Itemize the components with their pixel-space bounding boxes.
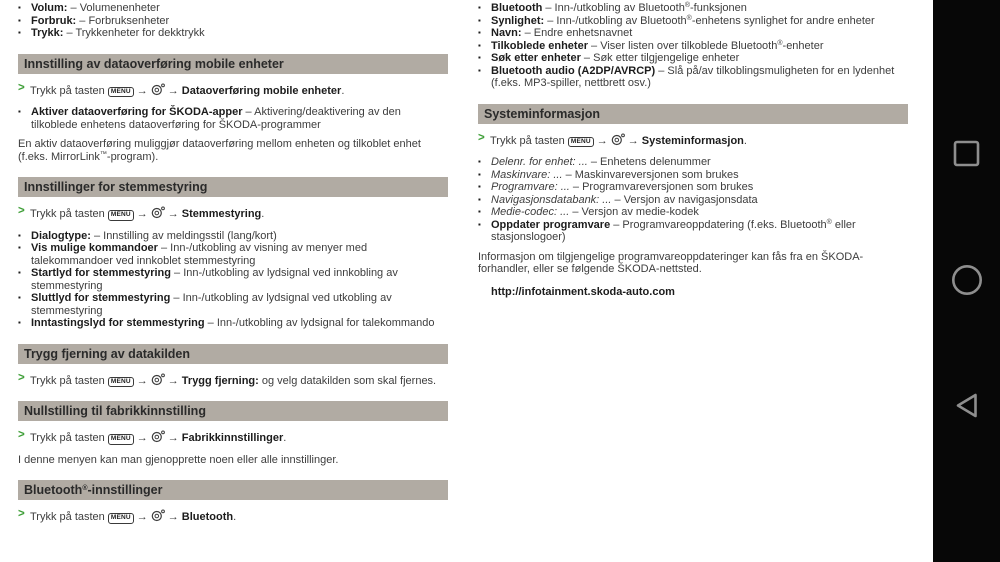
- item-description: – Slå på/av tilkoblingsmuligheten for en lydenhet (f.eks. MP3-spiller, nettbrett osv.): [491, 64, 895, 89]
- menu-key-icon: MENU: [568, 137, 594, 148]
- item-description: – Volumenenheter: [67, 2, 160, 14]
- item-description: – Forbruksenheter: [76, 14, 170, 27]
- list-item: [18, 230, 448, 243]
- step-text: Trykk på tasten MENU → → Dataoverføring mobile enheter.: [30, 84, 345, 97]
- bullet-icon: ▪: [18, 107, 21, 116]
- section-heading: Trygg fjerning av datakilden: [18, 344, 448, 364]
- arrow-glyph: →: [167, 84, 179, 97]
- list-item: [478, 194, 908, 207]
- doc-column-left: [18, 2, 448, 533]
- step-target: Trygg fjerning:: [181, 374, 259, 387]
- step-text: Trykk på tasten MENU → → Stemmestyring.: [30, 208, 265, 220]
- setup-knob-icon: [151, 208, 165, 220]
- green-chevron-icon: >: [478, 131, 485, 144]
- step-text: Trykk på tasten MENU → → Bluetooth.: [30, 511, 237, 523]
- arrow-glyph: →: [136, 208, 148, 220]
- bullet-icon: ▪: [478, 53, 481, 62]
- arrow-glyph: →: [136, 84, 148, 97]
- item-term: Sluttlyd for stemmestyring: [31, 292, 171, 304]
- step-target: Dataoverføring mobile enheter: [181, 84, 342, 97]
- bullet-list: [478, 2, 908, 90]
- item-term: Startlyd for stemmestyring: [31, 267, 171, 279]
- list-item: [478, 156, 908, 169]
- item-description: – Innstilling av meldingsstil (lang/kort): [90, 229, 277, 242]
- paragraph: En aktiv dataoverføring muliggjør dataoverføring mellom enheten og tilkoblet enhet (f.eks. MirrorLink™-program).: [18, 138, 421, 163]
- green-chevron-icon: >: [18, 205, 25, 217]
- doc-column-right: [478, 2, 908, 533]
- arrow-glyph: →: [136, 374, 148, 387]
- arrow-glyph: →: [167, 208, 179, 220]
- item-term: Volum:: [31, 2, 68, 14]
- square-icon: [953, 140, 980, 167]
- list-item: [478, 181, 908, 194]
- bullet-icon: ▪: [18, 230, 21, 240]
- bullet-icon: ▪: [18, 3, 21, 12]
- registered-mark: ®: [82, 485, 88, 492]
- green-chevron-icon: >: [18, 371, 25, 384]
- item-term: Dialogtype:: [31, 229, 91, 242]
- step-text: Trykk på tasten MENU → → Systeminformasjon.: [490, 134, 747, 147]
- list-item: [18, 267, 448, 292]
- paragraph: I denne menyen kan man gjenopprette noen eller alle innstillinger.: [18, 453, 339, 466]
- setup-knob-icon: [151, 375, 165, 387]
- step-text: Trykk på tasten MENU → → Trygg fjerning: og velg datakilden som skal fjernes.: [30, 374, 437, 387]
- green-chevron-icon: >: [18, 81, 25, 94]
- list-item: [18, 292, 448, 317]
- step-instruction: [18, 206, 448, 221]
- item-term: Aktiver dataoverføring for ŠKODA-apper: [31, 106, 243, 118]
- item-term: Navigasjonsdatabank: ...: [491, 193, 612, 206]
- setup-knob-icon: [151, 511, 165, 523]
- home-button[interactable]: [933, 258, 1000, 302]
- item-term: Programvare: ...: [491, 181, 570, 193]
- arrow-glyph: →: [596, 134, 608, 147]
- arrow-glyph: →: [627, 134, 639, 147]
- bullet-list: [18, 106, 448, 131]
- item-description: – Versjon av medie-kodek: [569, 206, 699, 218]
- list-item: [478, 27, 908, 40]
- arrow-glyph: →: [136, 432, 148, 444]
- bullet-icon: ▪: [478, 157, 481, 166]
- arrow-glyph: →: [167, 511, 179, 523]
- step-target: Stemmestyring: [181, 208, 262, 220]
- menu-key-icon: MENU: [108, 210, 134, 221]
- item-term: Navn:: [491, 27, 522, 39]
- bullet-icon: ▪: [478, 207, 481, 216]
- section-heading: Bluetooth®-innstillinger: [18, 480, 448, 500]
- item-term: Inntastingslyd for stemmestyring: [31, 317, 205, 329]
- bullet-icon: ▪: [18, 268, 21, 277]
- item-description: – Viser listen over tilkoblede Bluetooth®-enheter: [588, 39, 824, 52]
- item-term: Forbruk:: [31, 14, 77, 27]
- bullet-icon: ▪: [18, 243, 21, 252]
- item-term: Synlighet:: [491, 14, 545, 27]
- menu-key-icon: MENU: [108, 377, 134, 388]
- item-description: – Inn-/utkobling av visning av menyer med talekommandoer ved innkoblet stemmestyring: [31, 242, 368, 267]
- section-heading: Innstilling av dataoverføring mobile enheter: [18, 54, 448, 74]
- step-target: Bluetooth: [181, 511, 234, 523]
- step-instruction: [18, 509, 448, 524]
- paragraph: Informasjon om tilgjengelige programvareoppdateringer kan fås fra en ŠKODA-forhandler, eller se følgende ŠKODA-nettsted.: [478, 250, 864, 275]
- bullet-icon: ▪: [478, 182, 481, 191]
- bullet-icon: ▪: [18, 293, 21, 302]
- menu-key-icon: MENU: [108, 434, 134, 445]
- setup-knob-icon: [611, 135, 625, 147]
- arrow-glyph: →: [167, 432, 179, 444]
- item-description: – Programvareoppdatering (f.eks. Bluetooth® eller stasjonslogoer): [491, 218, 856, 243]
- setup-knob-icon: [151, 432, 165, 444]
- bullet-icon: ▪: [478, 194, 481, 204]
- website-link[interactable]: http://infotainment.skoda-auto.com: [491, 285, 675, 298]
- step-instruction: [18, 430, 448, 445]
- list-item: [478, 40, 908, 53]
- item-term: Vis mulige kommandoer: [31, 242, 158, 254]
- bullet-icon: ▪: [18, 318, 21, 327]
- list-item: [478, 52, 908, 65]
- list-item: [18, 242, 448, 267]
- list-item: [478, 15, 908, 28]
- back-button[interactable]: [933, 383, 1000, 427]
- green-chevron-icon: >: [18, 429, 25, 441]
- registered-mark: ®: [777, 39, 783, 47]
- item-description: – Inn-/utkobling av lydsignal ved innkobling av stemmestyring: [31, 267, 398, 292]
- list-item: [478, 169, 908, 182]
- recents-button[interactable]: [933, 131, 1000, 175]
- item-description: – Inn-/utkobling av Bluetooth®-funksjonen: [542, 2, 747, 14]
- item-description: – Aktivering/deaktivering av den tilkoblede enhetens dataoverføring for ŠKODA-programmer: [31, 106, 401, 131]
- bullet-icon: ▪: [478, 169, 481, 179]
- step-instruction: [18, 373, 448, 388]
- list-item: [18, 106, 448, 131]
- item-term: Oppdater programvare: [491, 218, 611, 231]
- android-navigation-bar: [933, 0, 1000, 562]
- list-item: [478, 65, 908, 90]
- bullet-icon: ▪: [478, 40, 481, 50]
- item-description: – Endre enhetsnavnet: [521, 27, 633, 39]
- list-item: [478, 219, 908, 244]
- setup-knob-icon: [151, 85, 165, 97]
- green-chevron-icon: >: [18, 508, 25, 520]
- menu-key-icon: MENU: [108, 87, 134, 98]
- bullet-icon: ▪: [18, 15, 21, 25]
- step-target: Fabrikkinnstillinger: [181, 432, 284, 444]
- arrow-glyph: →: [167, 374, 179, 387]
- step-instruction: [478, 133, 908, 148]
- arrow-glyph: →: [136, 511, 148, 523]
- item-description: – Maskinvareversjonen som brukes: [562, 168, 739, 181]
- trademark-mark: ™: [99, 150, 107, 158]
- step-text: Trykk på tasten MENU → → Fabrikkinnstillinger.: [30, 432, 287, 444]
- bullet-icon: ▪: [478, 65, 481, 75]
- item-term: Søk etter enheter: [491, 52, 581, 64]
- section-heading: Systeminformasjon: [478, 104, 908, 124]
- item-description: – Inn-/utkobling av lydsignal ved utkobling av stemmestyring: [31, 292, 392, 317]
- item-term: Delenr. for enhet: ...: [491, 156, 588, 168]
- list-item: [18, 27, 448, 40]
- section-heading: Innstillinger for stemmestyring: [18, 177, 448, 197]
- item-term: Trykk:: [31, 27, 64, 39]
- item-description: – Inn-/utkobling av lydsignal for talekommando: [204, 317, 435, 329]
- list-item: [18, 15, 448, 28]
- item-description: – Enhetens delenummer: [587, 156, 711, 168]
- bullet-icon: ▪: [478, 28, 481, 37]
- item-description: – Inn-/utkobling av Bluetooth®-enhetens synlighet for andre enheter: [544, 14, 875, 27]
- step-instruction: [18, 83, 448, 98]
- item-description: – Versjon av navigasjonsdata: [611, 193, 758, 206]
- registered-mark: ®: [826, 218, 832, 226]
- bullet-list: [18, 230, 448, 330]
- circle-icon: [951, 264, 983, 296]
- triangle-left-icon: [952, 390, 982, 421]
- item-term: Bluetooth: [491, 2, 543, 14]
- step-target: Systeminformasjon: [641, 134, 744, 147]
- bullet-list: [18, 2, 448, 40]
- bullet-list: [478, 156, 908, 244]
- item-term: Maskinvare: ...: [491, 168, 563, 181]
- registered-mark: ®: [684, 2, 690, 9]
- item-term: Tilkoblede enheter: [491, 39, 588, 52]
- item-description: – Programvareversjonen som brukes: [569, 181, 754, 193]
- list-item: [478, 2, 908, 15]
- item-term: Bluetooth audio (A2DP/AVRCP): [491, 64, 656, 77]
- list-item: [478, 206, 908, 219]
- list-item: [18, 317, 448, 330]
- item-description: – Søk etter tilgjengelige enheter: [580, 52, 740, 64]
- bullet-icon: ▪: [478, 3, 481, 12]
- item-description: – Trykkenheter for dekktrykk: [63, 27, 205, 39]
- registered-mark: ®: [686, 14, 692, 22]
- pdf-document-page: [18, 2, 908, 533]
- menu-key-icon: MENU: [108, 513, 134, 524]
- section-heading: Nullstilling til fabrikkinnstilling: [18, 401, 448, 421]
- bullet-icon: ▪: [478, 219, 481, 229]
- list-item: [18, 2, 448, 15]
- bullet-icon: ▪: [478, 15, 481, 25]
- bullet-icon: ▪: [18, 28, 21, 37]
- item-term: Medie-codec: ...: [491, 206, 570, 218]
